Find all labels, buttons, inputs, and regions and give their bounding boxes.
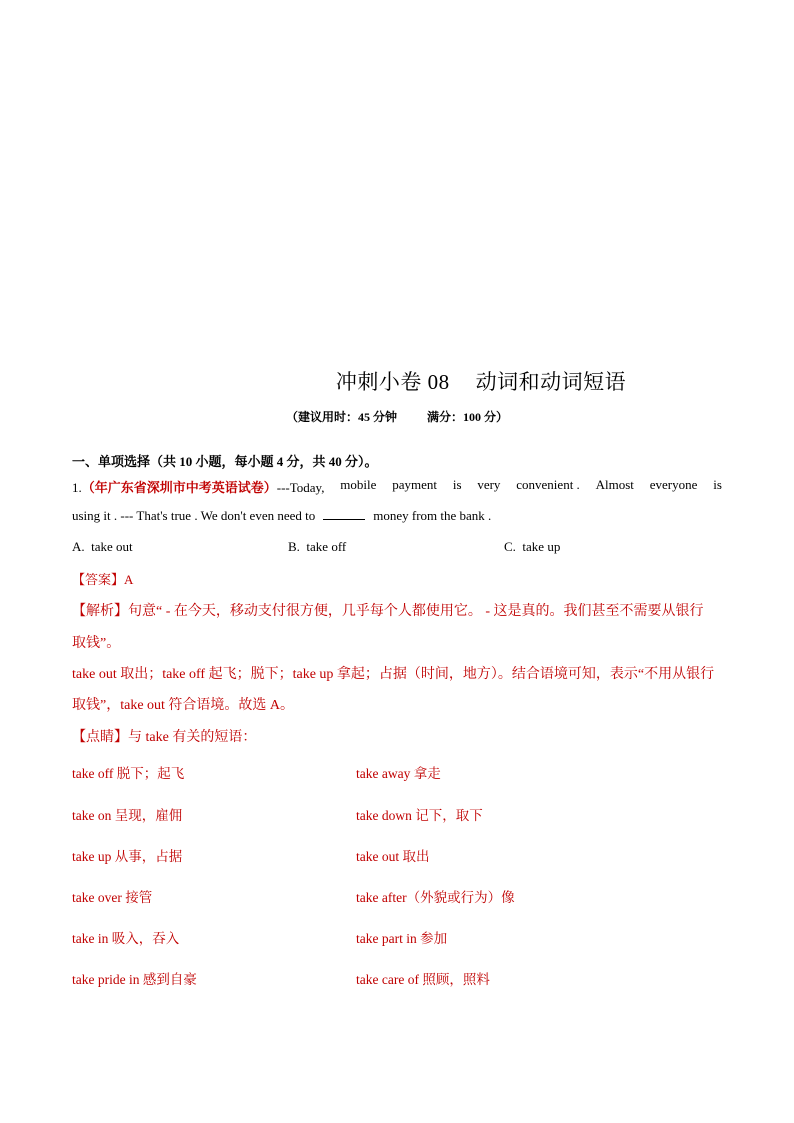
analysis-line-4: 取钱”，take out 符合语境。故选 A。 (72, 698, 295, 713)
question-word: is (713, 477, 722, 492)
analysis-line-2: 取钱”。 (72, 636, 121, 651)
analysis-tag: 【解析】 (72, 604, 128, 619)
question-line-1 (72, 477, 722, 496)
section-heading: 一、单项选择（共 10 小题，每小题 4 分，共 40 分）。 (72, 454, 378, 469)
option-b: B. take off (288, 539, 347, 554)
question-text-before-blank: using it . --- That's true . We don't even need to (72, 508, 316, 523)
question-word: very (477, 477, 501, 492)
page-subtitle (0, 408, 794, 425)
phrase-item: take part in 参加 (356, 931, 448, 946)
tip-tag: 【点睛】 (72, 730, 128, 745)
answer-line (72, 569, 722, 588)
option-a: A. take out (72, 539, 133, 554)
phrase-item: take after（外貌或行为）像 (356, 890, 515, 905)
phrase-item: take away 拿走 (356, 766, 441, 781)
question-source: （年广东省深圳市中考英语试卷） (81, 480, 277, 495)
phrase-item: take out 取出 (356, 849, 430, 864)
question-word: convenient . (516, 477, 580, 492)
question-word: payment (392, 477, 437, 492)
analysis-line-3: take out 取出；take off 起飞；脱下；take up 拿起；占据（时间，地方）。结合语境可知，表示“不用从银行 (72, 667, 715, 682)
question-text-after-blank: money from the bank . (373, 508, 492, 523)
answer-tag: 【答案】 (72, 572, 125, 587)
phrase-item: take down 记下，取下 (356, 808, 483, 823)
question-number: 1. (72, 480, 82, 495)
analysis-line-1: 【解析】句意“ - 在今天，移动支付很方便，几乎每个人都使用它。 - 这是真的。我们甚至不需要从银行 (72, 604, 704, 619)
answer-blank (323, 508, 365, 520)
phrase-item: take care of 照顾，照料 (356, 972, 490, 987)
question-word: mobile (340, 477, 377, 492)
page-title (0, 366, 794, 396)
question-word: is (452, 477, 462, 492)
subtitle-time: （建议用时：45 分钟 (285, 410, 397, 424)
phrase-item: take on 呈现，雇佣 (72, 808, 183, 823)
phrase-item: take pride in 感到自豪 (72, 972, 197, 987)
question-word: Almost (595, 477, 634, 492)
phrase-item: take over 接管 (72, 890, 153, 905)
question-word: ---Today, (276, 480, 325, 495)
question-word: everyone (649, 477, 698, 492)
answer-value: A (124, 572, 134, 587)
title-part1: 冲刺小卷 08 (335, 370, 450, 394)
phrase-item: take up 从事，占据 (72, 849, 183, 864)
phrase-item: take off 脱下；起飞 (72, 766, 185, 781)
option-c: C. take up (504, 539, 561, 554)
title-part2: 动词和动词短语 (475, 370, 627, 394)
question-line-2 (72, 508, 722, 524)
question-intro (72, 477, 324, 496)
phrase-item: take in 吸入，吞入 (72, 931, 180, 946)
tip-line: 【点睛】与 take 有关的短语： (72, 730, 257, 745)
subtitle-score: 满分：100 分） (427, 410, 509, 424)
